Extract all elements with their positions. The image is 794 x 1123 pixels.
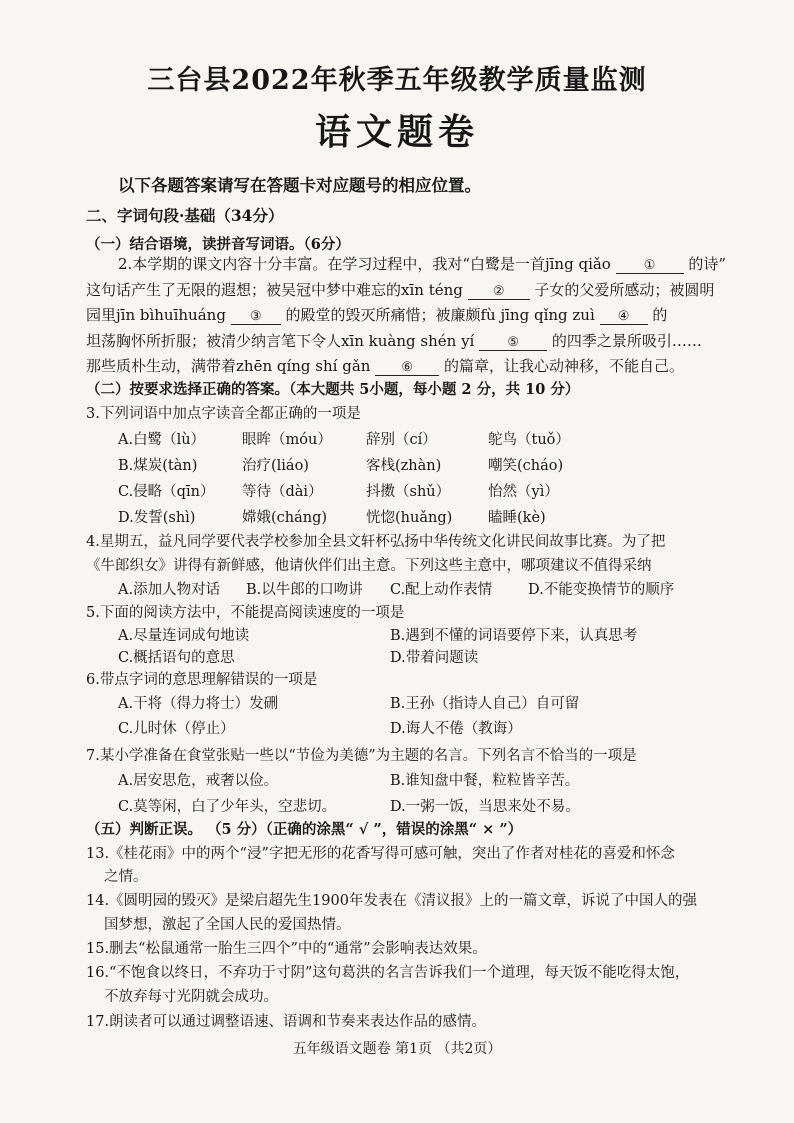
section2-heading: 二、字词句段·基础（34分）: [86, 206, 284, 225]
q3-a-1: A.白鹭（lù）: [118, 432, 206, 448]
q3-c-2: 等待（dài）: [242, 484, 323, 500]
blank-5: ⑤: [479, 335, 547, 351]
q3-a-3: 辞别（cí）: [366, 432, 437, 448]
q17-text: 17.朗读者可以通过调整语速、语调和节奏来表达作品的感情。: [86, 1014, 487, 1030]
q5-option-c: C.概括语句的意思: [118, 650, 235, 666]
part5-heading: （五）判断正误。 （5 分）（正确的涂黑“ √ ”，错误的涂黑“ × ”）: [86, 821, 523, 838]
q4-option-a: A.添加人物对话: [118, 582, 221, 598]
q16-line2: 不放弃每寸光阴就会成功。: [104, 989, 278, 1005]
blank-2: ②: [468, 284, 530, 300]
q13-line1: 13.《桂花雨》中的两个“浸”字把无形的花香写得可感可触，突出了作者对桂花的喜爱和怀念: [86, 846, 675, 862]
q2-line5: [86, 355, 684, 376]
blank-6: ⑥: [375, 360, 439, 376]
exam-subtitle: 语文题卷: [314, 111, 479, 153]
q3-c-3: 抖擞（shǔ）: [366, 484, 451, 500]
q3-b-4: 嘲笑(cháo): [488, 458, 564, 474]
part1-heading: （一）结合语境，读拼音写词语。（6分）: [86, 236, 350, 253]
q7-option-b: B.谁知盘中餐，粒粒皆辛苦。: [390, 773, 580, 789]
q3-b-3: 客栈(zhàn): [366, 458, 442, 474]
q4-option-c: C.配上动作表情: [390, 582, 493, 598]
q7-option-d: D.一粥一饭，当思来处不易。: [390, 799, 580, 815]
q5-stem: 5.下面的阅读方法中，不能提高阅读速度的一项是: [86, 605, 405, 621]
q2-text: 那些质朴生动，满带着zhēn qíng shí gǎn: [86, 357, 371, 375]
blank-3: ③: [231, 309, 281, 325]
q5-option-a: A.尽量连词成句地读: [118, 628, 250, 644]
q7-option-c: C.莫等闲，白了少年头，空悲切。: [118, 799, 337, 815]
q2-text: 2.本学期的课文内容十分丰富。在学习过程中，我对“白鹭是一首jīng qiǎo: [118, 255, 611, 273]
q3-b-2: 治疗(liáo): [242, 458, 309, 474]
q2-text: 的: [652, 306, 668, 324]
q4-option-b: B.以牛郎的口吻讲: [246, 582, 363, 598]
q2-text: 的诗”: [688, 255, 727, 273]
q3-c-1: C.侵略（qīn）: [118, 484, 215, 500]
q2-text: 的四季之景所吸引……: [551, 332, 702, 350]
q5-option-d: D.带着问题读: [390, 650, 479, 666]
q3-d-3: 恍惚(huǎng): [366, 510, 453, 526]
q3-c-4: 怡然（yì）: [488, 484, 559, 500]
q3-d-2: 嫦娥(cháng): [242, 510, 328, 526]
q6-option-d: D.诲人不倦（教诲）: [390, 721, 522, 737]
q2-text: 坦荡胸怀所折服；被清少纳言笔下令人xīn kuàng shén yí: [86, 332, 475, 350]
q3-a-4: 鸵鸟（tuǒ）: [488, 432, 570, 448]
q6-stem: 6.带点字词的意思理解错误的一项是: [86, 672, 318, 688]
q2-line2: [86, 279, 714, 300]
q3-a-2: 眼眸（móu）: [242, 432, 332, 448]
page-footer: 五年级语文题卷 第1页 （共2页）: [292, 1041, 502, 1057]
blank-1: ①: [616, 258, 684, 274]
q3-d-1: D.发誓(shì): [118, 510, 196, 526]
q2-text: 的篇章，让我心动神移，不能自己。: [444, 357, 685, 375]
q14-line2: 国梦想，激起了全国人民的爱国热情。: [104, 917, 351, 933]
q3-stem: 3.下列词语中加点字读音全都正确的一项是: [86, 406, 361, 422]
q2-line4: [86, 330, 702, 351]
exam-title: 三台县2022年秋季五年级教学质量监测: [147, 65, 647, 96]
q7-stem: 7.某小学准备在食堂张贴一些以“节俭为美德”为主题的名言。下列名言不恰当的一项是: [86, 748, 637, 764]
q2-text: 园里jīn bìhuīhuáng: [86, 306, 226, 324]
q15-text: 15.删去“松鼠通常一胎生三四个”中的“通常”会影响表达效果。: [86, 941, 487, 957]
q4-option-d: D.不能变换情节的顺序: [528, 582, 675, 598]
blank-4: ④: [600, 309, 648, 325]
q2-line3: [86, 304, 667, 325]
q2-text: 这句话产生了无限的遐想；被吴冠中梦中难忘的xīn téng: [86, 281, 463, 299]
q4-stem-2: 《牛郎织女》讲得有新鲜感，他请伙伴们出主意。下列这些主意中，哪项建议不值得采纳: [86, 558, 652, 574]
q14-line1: 14.《圆明园的毁灭》是梁启超先生1900年发表在《清议报》上的一篇文章，诉说了中国人的强: [86, 893, 697, 909]
q3-d-4: 瞌睡(kè): [488, 510, 546, 526]
q13-line2: 之情。: [104, 869, 148, 885]
q2-line1: [118, 253, 726, 274]
q3-b-1: B.煤炭(tàn): [118, 458, 198, 474]
q6-option-a: A.干将（得力将士）发硎: [118, 696, 279, 712]
q2-text: 子女的父爱所感动；被圆明: [534, 281, 715, 299]
q7-option-a: A.居安思危，戒奢以俭。: [118, 773, 279, 789]
q6-option-c: C.儿时休（停止）: [118, 721, 235, 737]
q16-line1: 16.“不饱食以终日，不弃功于寸阴”这句葛洪的名言告诉我们一个道理，每天饭不能吃得太饱，: [86, 965, 690, 981]
q4-stem-1: 4.星期五，益凡同学要代表学校参加全县文轩杯弘扬中华传统文化讲民间故事比赛。为了把: [86, 534, 666, 550]
q2-text: 的殿堂的毁灭所痛惜；被廉颇fù jīng qǐng zuì: [285, 306, 595, 324]
q5-option-b: B.遇到不懂的词语要停下来，认真思考: [390, 628, 638, 644]
part2-heading: （二）按要求选择正确的答案。（本大题共 5小题，每小题 2 分，共 10 分）: [86, 381, 580, 398]
q6-option-b: B.王孙（指诗人自己）自可留: [390, 696, 580, 712]
instruction-text: 以下各题答案请写在答题卡对应题号的相应位置。: [118, 176, 481, 195]
